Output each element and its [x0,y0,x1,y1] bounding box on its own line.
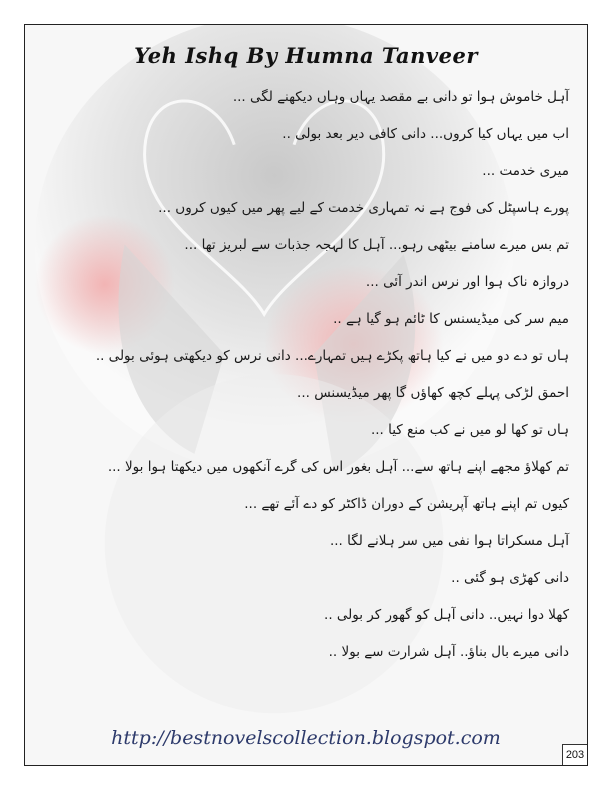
text-line: آہل مسکراتا ہوا نفی میں سر ہلانے لگا ... [329,533,569,549]
page-frame [24,24,588,766]
story-text [25,25,587,765]
page-number: 203 [562,744,587,765]
text-line: تم بس میرے سامنے بیٹھی رہو... آہل کا لہجہ جذبات سے لبریز تھا ... [184,237,569,253]
text-line: احمق لڑکی پہلے کچھ کھاؤں گا پھر میڈیسنس ... [297,385,569,401]
text-line: میری خدمت ... [482,163,569,179]
text-line: ہاں تو دے دو میں نے کیا ہاتھ پکڑے ہیں تمہارے... دانی نرس کو دیکھتی ہوئی بولی .. [95,348,569,364]
blog-url-link[interactable]: http://bestnovelscollection.blogspot.com [111,727,501,749]
text-line: دانی کھڑی ہو گئی .. [451,570,569,586]
text-line: آہل خاموش ہوا تو دانی بے مقصد یہاں وہاں دیکھنے لگی ... [232,89,569,105]
text-line: پورے ہاسپٹل کی فوج ہے نہ تمہاری خدمت کے لیے پھر میں کیوں کروں ... [158,200,569,216]
text-line: دانی میرے بال بناؤ.. آہل شرارت سے بولا .. [328,644,569,660]
page-title: Yeh Ishq By Humna Tanveer [134,43,478,68]
text-line: میم سر کی میڈیسنس کا ٹائم ہو گیا ہے .. [333,311,569,327]
text-line: کیوں تم اپنے ہاتھ آپریشن کے دوران ڈاکٹر کو دے آئے تھے ... [244,496,569,512]
text-line: تم کھلاؤ مجھے اپنے ہاتھ سے... آہل بغور اس کی گرے آنکھوں میں دیکھتا ہوا بولا ... [107,459,569,475]
text-line: کھلا دوا نہیں.. دانی آہل کو گھور کر بولی .. [324,607,569,623]
text-line: اب میں یہاں کیا کروں... دانی کافی دیر بعد بولی .. [282,126,569,142]
text-line: ہاں تو کھا لو میں نے کب منع کیا ... [370,422,569,438]
text-line: دروازہ ناک ہوا اور نرس اندر آئی ... [365,274,569,290]
